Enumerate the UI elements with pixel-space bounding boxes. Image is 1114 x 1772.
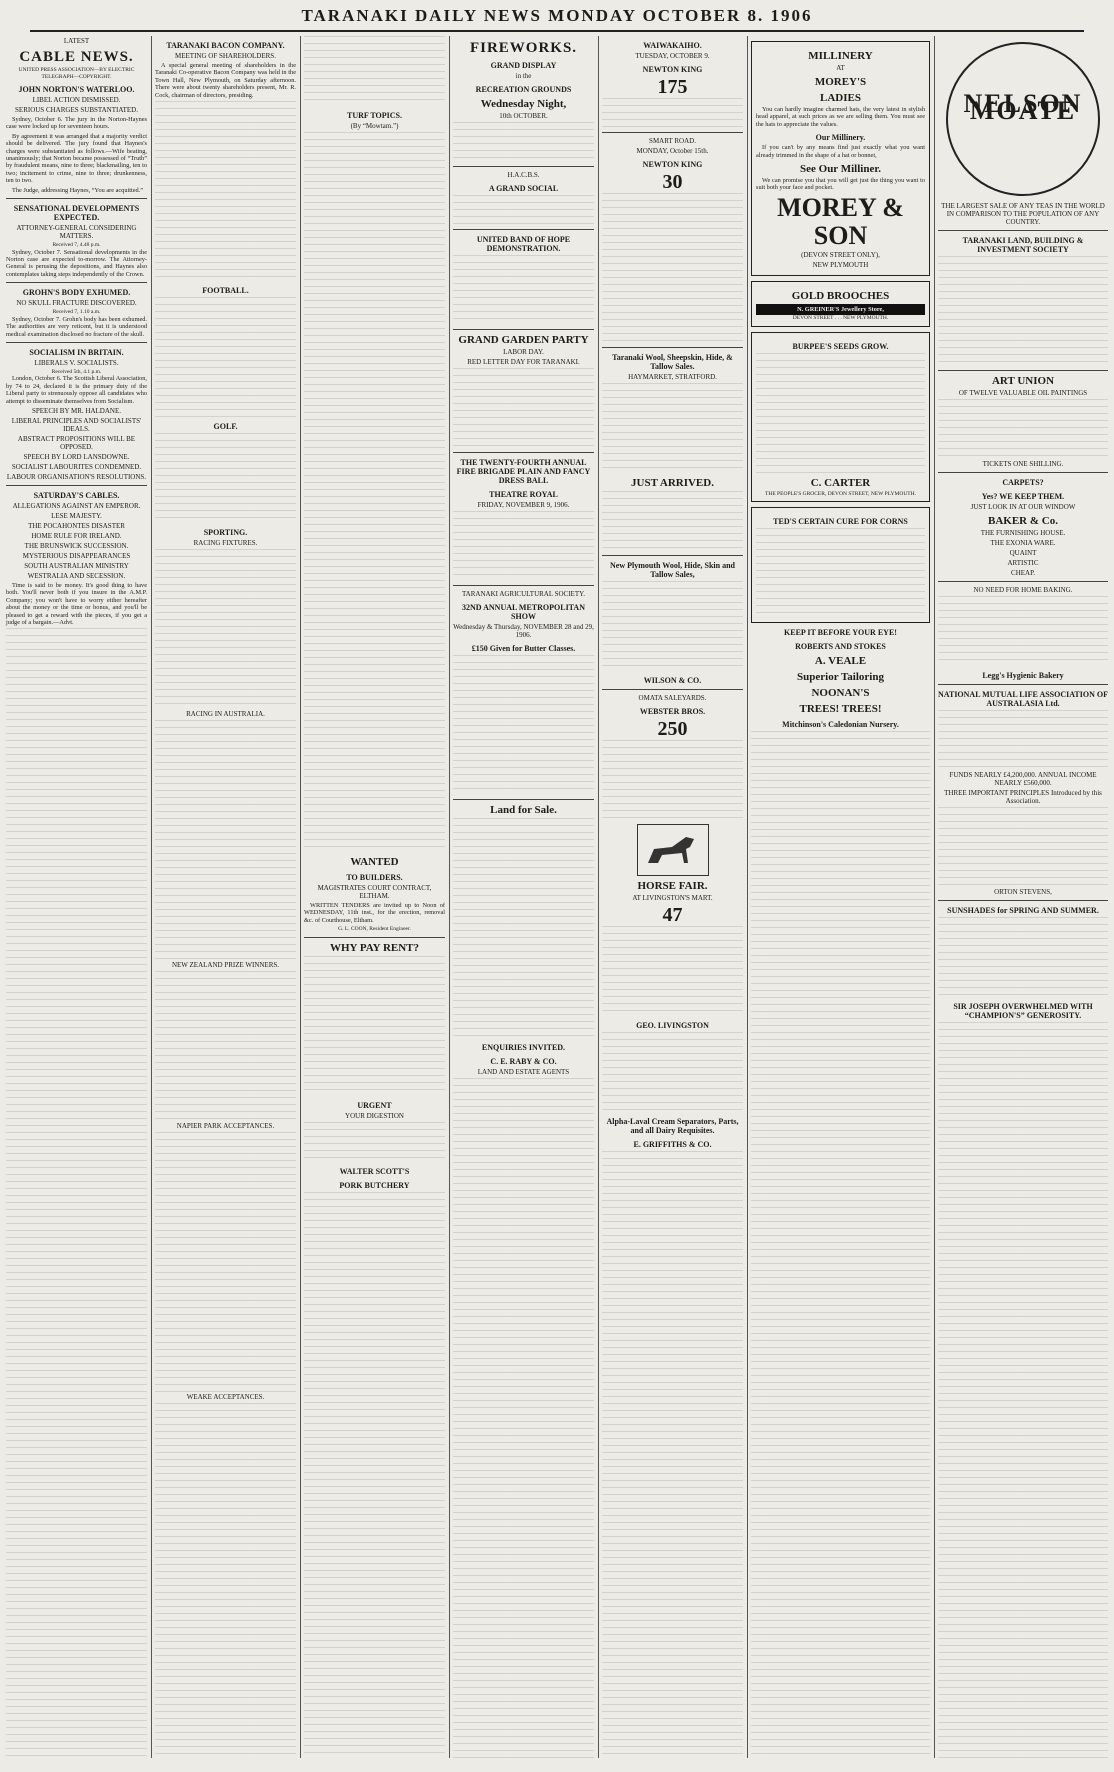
text-filler [756,353,925,473]
subheadline: HOME RULE FOR IRELAND. [31,532,122,541]
subheadline: THE POCAHONTES DISASTER [28,522,125,531]
text-filler [304,956,445,1096]
text-filler [304,132,445,852]
headline: A GRAND SOCIAL [488,184,559,193]
subheadline: JUST LOOK IN AT OUR WINDOW [970,503,1076,511]
headline: Superior Tailoring [797,671,884,684]
signature: ORTON STEVENS, [994,888,1052,896]
headline: WHY PAY RENT? [329,941,420,954]
subheadline: OF TWELVE VALUABLE OIL PAINTINGS [958,389,1088,397]
headline: WAIWAKAIHO. [643,41,702,50]
headline: Taranaki Wool, Sheepskin, Hide, & Tallow Sales. [612,353,733,371]
article-text: Sydney, October 7. Sensational developments in the Norton case are expected to-morrow. The Attorney-General is perusing the depositions, and Haynes also contemplates taking steps independently of the Crown. [6,248,147,278]
headline: PORK BUTCHERY [339,1180,410,1190]
headline: TARANAKI LAND, BUILDING & INVESTMENT SOCIETY [962,236,1084,254]
headline: SOCIALISM IN BRITAIN. [29,347,124,357]
headline: ENQUIRIES INVITED. [481,1043,566,1052]
latest-label: LATEST [63,37,90,45]
subheadline: LIBEL ACTION DISMISSED. [32,96,121,104]
text-filler [304,1122,445,1162]
subheadline: THE BRUNSWICK SUCCESSION. [24,542,129,551]
headline: URGENT [357,1100,392,1110]
cable-news-title: CABLE NEWS. [19,49,134,65]
subheadline: MAGISTRATES COURT CONTRACT, ELTHAM. [317,884,432,900]
text-filler [155,297,296,417]
subheadline: NEW ZEALAND PRIZE WINNERS. [171,961,280,970]
headline: Land for Sale. [490,804,557,816]
headline: WANTED [350,856,399,868]
auctioneer: NEWTON KING [642,160,703,169]
subheadline: AT LIVINGSTON'S MART. [632,894,713,902]
cable-news-sub: UNITED PRESS ASSOCIATION—BY ELECTRIC TELEGRAPH—COPYRIGHT. [18,67,135,80]
headline: Legg's Hygienic Bakery [982,671,1064,680]
headline: NOONAN'S [811,687,870,700]
text-filler [938,399,1108,459]
headline: RECREATION GROUNDS [475,85,572,94]
byline: (By “Mowtam.”) [350,122,399,130]
horse-icon [637,824,709,876]
subheadline: LABOUR ORGANISATION'S RESOLUTIONS. [6,473,147,482]
subheadline: MEETING OF SHAREHOLDERS. [175,52,276,60]
subheadline: THE EXONIA WARE. [990,539,1056,547]
headline: BURPEE'S SEEDS GROW. [792,341,889,351]
subheadline: LIBERALS V. SOCIALISTS. [34,358,119,367]
column-tea-baker [934,36,1112,1758]
subheadline: QUAINT [1009,549,1037,557]
text-filler [938,596,1108,666]
headline: E. GRIFFITHS & CO. [633,1140,712,1149]
subheadline: ARTISTIC [1007,559,1039,567]
text-filler [938,917,1108,997]
column-millinery [747,36,934,1758]
headline: GOLD BROOCHES [791,289,890,302]
text-filler [751,731,930,1758]
subheadline: MONDAY, October 15th. [636,147,709,155]
headline: GROHN'S BODY EXHUMED. [22,288,131,298]
article-text: London, October 6. The Scottish Liberal Association, by 74 to 24, declared it is the primary duty of the Liberal party to strenuously oppose all candidates who attempt to disseminate themselves from Socialism. [6,375,147,405]
subheadline: 10th OCTOBER. [499,112,548,120]
text-filler [602,193,743,343]
headline: TURF TOPICS. [347,111,402,120]
text-filler [155,720,296,960]
text-filler [756,528,925,618]
article-text: Sydney, October 6. The jury in the Norton-Haynes case were locked up for seventeen hours. [6,116,147,131]
subheadline: OMATA SALEYARDS. [638,694,707,702]
column-cable-news [2,36,151,1758]
headline: BAKER & Co. [988,515,1058,527]
signature: G. L. COON, Resident Engineer. [338,926,411,933]
text-filler [453,511,594,581]
subheadline: HAYMARKET, STRATFORD. [628,373,717,381]
text-filler [938,256,1108,366]
headline: CARPETS? [1002,478,1044,487]
subheadline: CHEAP. [1011,569,1035,577]
headline: JOHN NORTON'S WATERLOO. [18,85,135,94]
subheadline: SERIOUS CHARGES SUBSTANTIATED. [15,106,138,114]
headline: Mitchinson's Caledonian Nursery. [782,720,899,730]
subheadline: THREE IMPORTANT PRINCIPLES Introduced by this Association. [944,789,1102,805]
headline: THE TWENTY-FOURTH ANNUAL FIRE BRIGADE PLAIN AND FANCY DRESS BALL [456,458,591,485]
subheadline: NO NEED FOR HOME BAKING. [973,586,1073,594]
subheadline: THE FURNISHING HOUSE. [980,529,1066,537]
dateline: Received 7, 4.48 p.m. [52,242,101,249]
headline: £150 Given for Butter Classes. [471,644,576,653]
greiner-banner: N. GREINER'S Jewellery Store, [756,304,925,315]
headline: SIR JOSEPH OVERWHELMED WITH “CHAMPION'S” GENEROSITY. [953,1002,1093,1020]
headline: Our Millinery. [815,133,866,143]
column-sales [598,36,747,1758]
text-filler [155,101,296,281]
article-text: A special general meeting of shareholders in the Taranaki Co-operative Bacon Company was held in the Town Hall, New Plymouth, on Saturday afternoon. There were about twenty shareholders present, Mr. R. Cock, chairman of directors, presiding. [155,62,296,99]
text-filler [155,433,296,523]
seal-title: NELSON MOATE [963,89,1083,126]
article-text: The Judge, addressing Haynes, “You are acquitted.” [12,186,144,194]
text-filler [155,1403,296,1758]
text-filler [6,628,147,1758]
headline: MOREY'S [814,76,867,88]
subheadline: H.A.C.B.S. [507,171,540,179]
subheadline: TICKETS ONE SHILLING. [982,460,1064,468]
headline: Wednesday Night, [480,98,567,110]
subheadline: NAPIER PARK ACCEPTANCES. [176,1122,275,1131]
ted-corns-ad [751,507,930,623]
subheadline: Wednesday & Thursday, NOVEMBER 28 and 29, 1906. [453,623,594,639]
headline: SPORTING. [203,528,248,538]
address: THE PEOPLE'S GROCER, DEVON STREET, NEW PLYMOUTH. [764,490,917,497]
auctioneer: GEO. LIVINGSTON [636,1021,709,1030]
text-filler [938,710,1108,770]
headline: SENSATIONAL DEVELOPMENTS EXPECTED. [13,204,140,223]
article-text: Time is said to be money. It's good thing to have both. You'll never both if you insure in the A.M.P. Company; you won't have to worry either hereafter about the money or the time or bonus, and you'll be pleased to get a reward with the pieces, if you get a judge of a bargain.—Advt. [6,582,147,627]
headline: NATIONAL MUTUAL LIFE ASSOCIATION OF AUSTRALASIA Ltd. [938,690,1108,708]
text-filler [304,36,445,106]
brooches-ad [751,281,930,327]
subheadline: ABSTRACT PROPOSITIONS WILL BE OPPOSED. [17,435,136,452]
text-filler [938,807,1108,887]
text-filler [155,549,296,709]
subheadline: LIBERAL PRINCIPLES AND SOCIALISTS' IDEALS. [11,417,142,434]
text-filler [155,1132,296,1392]
subheadline: LABOR DAY. [503,348,544,356]
dateline: Received 5th, 4.1 p.m. [51,368,102,375]
headline: THEATRE ROYAL [489,490,558,499]
text-filler [304,1192,445,1758]
headline: See Our Milliner. [800,163,881,176]
subheadline: ATTORNEY-GENERAL CONSIDERING MATTERS. [16,224,137,241]
headline: Yes? WE KEEP THEM. [981,492,1065,501]
tea-seal [946,42,1100,196]
column-bacon-sport [151,36,300,1758]
article-text: By agreement it was arranged that a majority verdict should be delivered. The jury found that Haynes's charges were substantiated as follows.—Wife beating, unanimously; that Norton became possessed of “Truth” by fraudulent means, nine to three; blackmailing, ten to two; incitement to crime, nine to three; drunkenness, ten to two. [6,132,147,185]
lot-count: 250 [657,718,688,740]
subheadline: MYSTERIOUS DISAPPEARANCES [22,552,131,561]
text-filler [453,122,594,162]
text-filler [602,1151,743,1758]
headline: LADIES [820,92,861,104]
subheadline: YOUR DIGESTION [345,1111,404,1120]
auctioneer: NEWTON KING [642,65,703,74]
lot-count: 47 [662,904,683,926]
subheadline: SPEECH BY LORD LANSDOWNE. [23,453,130,462]
article-text: If you can't by any means find just exactly what you want already trimmed in the shape of a hat or bonnet, [756,144,925,159]
morey-son-title: MOREY & SON [777,192,904,250]
headline: WALTER SCOTT'S [339,1166,410,1176]
headline: GRAND DISPLAY [490,61,557,70]
text-filler [453,255,594,325]
text-filler [453,195,594,225]
headline: New Plymouth Wool, Hide, Skin and Tallow Sales, [610,561,735,579]
text-filler [602,98,743,128]
subheadline: SOUTH AUSTRALIAN MINISTRY [24,562,129,571]
headline: FOOTBALL. [202,286,249,296]
subheadline: ALLEGATIONS AGAINST AN EMPEROR. [12,502,141,511]
headline: SATURDAY'S CABLES. [33,491,120,501]
article-text: You can hardly imagine charmed hats, the very latest in stylish head apparel, at such prices as we are selling them. You must see the hats to appreciate the values. [756,106,925,128]
subheadline: TARANAKI AGRICULTURAL SOCIETY. [461,590,586,598]
headline: ART UNION [991,375,1055,387]
subheadline: NEW PLYMOUTH [812,260,869,269]
column-fireworks [449,36,598,1758]
text-filler [602,926,743,1016]
text-filler [602,1032,743,1112]
subheadline: LAND AND ESTATE AGENTS [477,1068,570,1076]
dateline: Received 7, 1.10 a.m. [52,309,101,316]
subheadline: LESE MAJESTY. [51,512,102,521]
headline: C. CARTER [810,476,871,489]
headline: TREES! TREES! [799,703,882,716]
subheadline: in the [515,72,532,80]
text-filler [602,740,743,820]
headline: HORSE FAIR. [637,880,708,892]
address: DEVON STREET . . . NEW PLYMOUTH. [792,315,889,322]
subheadline: (DEVON STREET ONLY), [801,250,880,259]
text-filler [155,971,296,1121]
text-filler [453,368,594,448]
headline: Alpha-Laval Cream Separators, Parts, and all Dairy Requisites. [606,1117,739,1135]
article-text: WRITTEN TENDERS are invited up to Noon of WEDNESDAY, 11th inst., for the erection, removal &c. of Courthouse, Eltham. [304,902,445,924]
text-filler [938,1022,1108,1758]
headline: UNITED BAND OF HOPE DEMONSTRATION. [476,235,571,253]
subheadline: TUESDAY, OCTOBER 9. [635,52,710,60]
headline: ROBERTS AND STOKES [795,642,886,652]
text-filler [453,818,594,1038]
subheadline: NO SKULL FRACTURE DISCOVERED. [16,299,137,308]
headline: JUST ARRIVED. [631,477,714,489]
subheadline: FRIDAY, NOVEMBER 9, 1906. [477,501,570,509]
text-filler [453,1078,594,1758]
subheadline: SMART ROAD. [649,137,696,145]
headline: WILSON & CO. [643,676,702,685]
masthead: TARANAKI DAILY NEWS MONDAY OCTOBER 8. 1906 [30,6,1084,32]
headline: 32ND ANNUAL METROPOLITAN SHOW [462,603,585,621]
headline: TO BUILDERS. [346,873,403,882]
subheadline: RACING FIXTURES. [193,539,258,548]
subheadline: WESTRALIA AND SECESSION. [27,572,126,581]
subheadline: SOCIALIST LABOURITES CONDEMNED. [11,463,142,472]
article-text: Sydney, October 7. Grohn's body has been exhumed. The authorities are very reticent, but it is understood medical examination disclosed no fracture of the skull. [6,315,147,338]
text-filler [602,491,743,551]
millinery-ad [751,41,930,276]
headline: GRAND GARDEN PARTY [458,334,589,346]
subheadline: SPEECH BY MR. HALDANE. [32,407,121,416]
auctioneer: WEBSTER BROS. [639,707,706,716]
headline: A. VEALE [814,655,867,668]
subheadline: RACING IN AUSTRALIA. [186,710,265,719]
headline: FIREWORKS. [469,40,578,56]
text-filler [453,655,594,795]
subheadline: RED LETTER DAY FOR TARANAKI. [467,358,580,366]
headline: TARANAKI BACON COMPANY. [166,41,285,50]
subheadline: WEAKE ACCEPTANCES. [186,1393,265,1402]
headline: GOLF. [213,422,238,432]
text-filler [602,581,743,671]
headline: TED'S CERTAIN CURE FOR CORNS [773,517,908,527]
burpee-ad [751,332,930,503]
article-text: We can promise you that you will get just the thing you want to suit both your face and pocket. [756,177,925,192]
column-turf [300,36,449,1758]
lot-count: 30 [662,171,683,193]
subheadline: THE LARGEST SALE OF ANY TEAS IN THE WORLD IN COMPARISON TO THE POPULATION OF ANY COUNTRY. [941,202,1105,226]
headline: C. E. RABY & CO. [490,1057,557,1066]
text-filler [602,383,743,473]
headline: MILLINERY [808,50,873,62]
subheadline: AT [836,64,845,72]
subheadline: FUNDS NEARLY £4,200,000. ANNUAL INCOME NEARLY £560,000. [949,771,1097,787]
lot-count: 175 [657,76,688,98]
headline: KEEP IT BEFORE YOUR EYE! [784,628,897,638]
headline: SUNSHADES for SPRING AND SUMMER. [947,906,1099,915]
